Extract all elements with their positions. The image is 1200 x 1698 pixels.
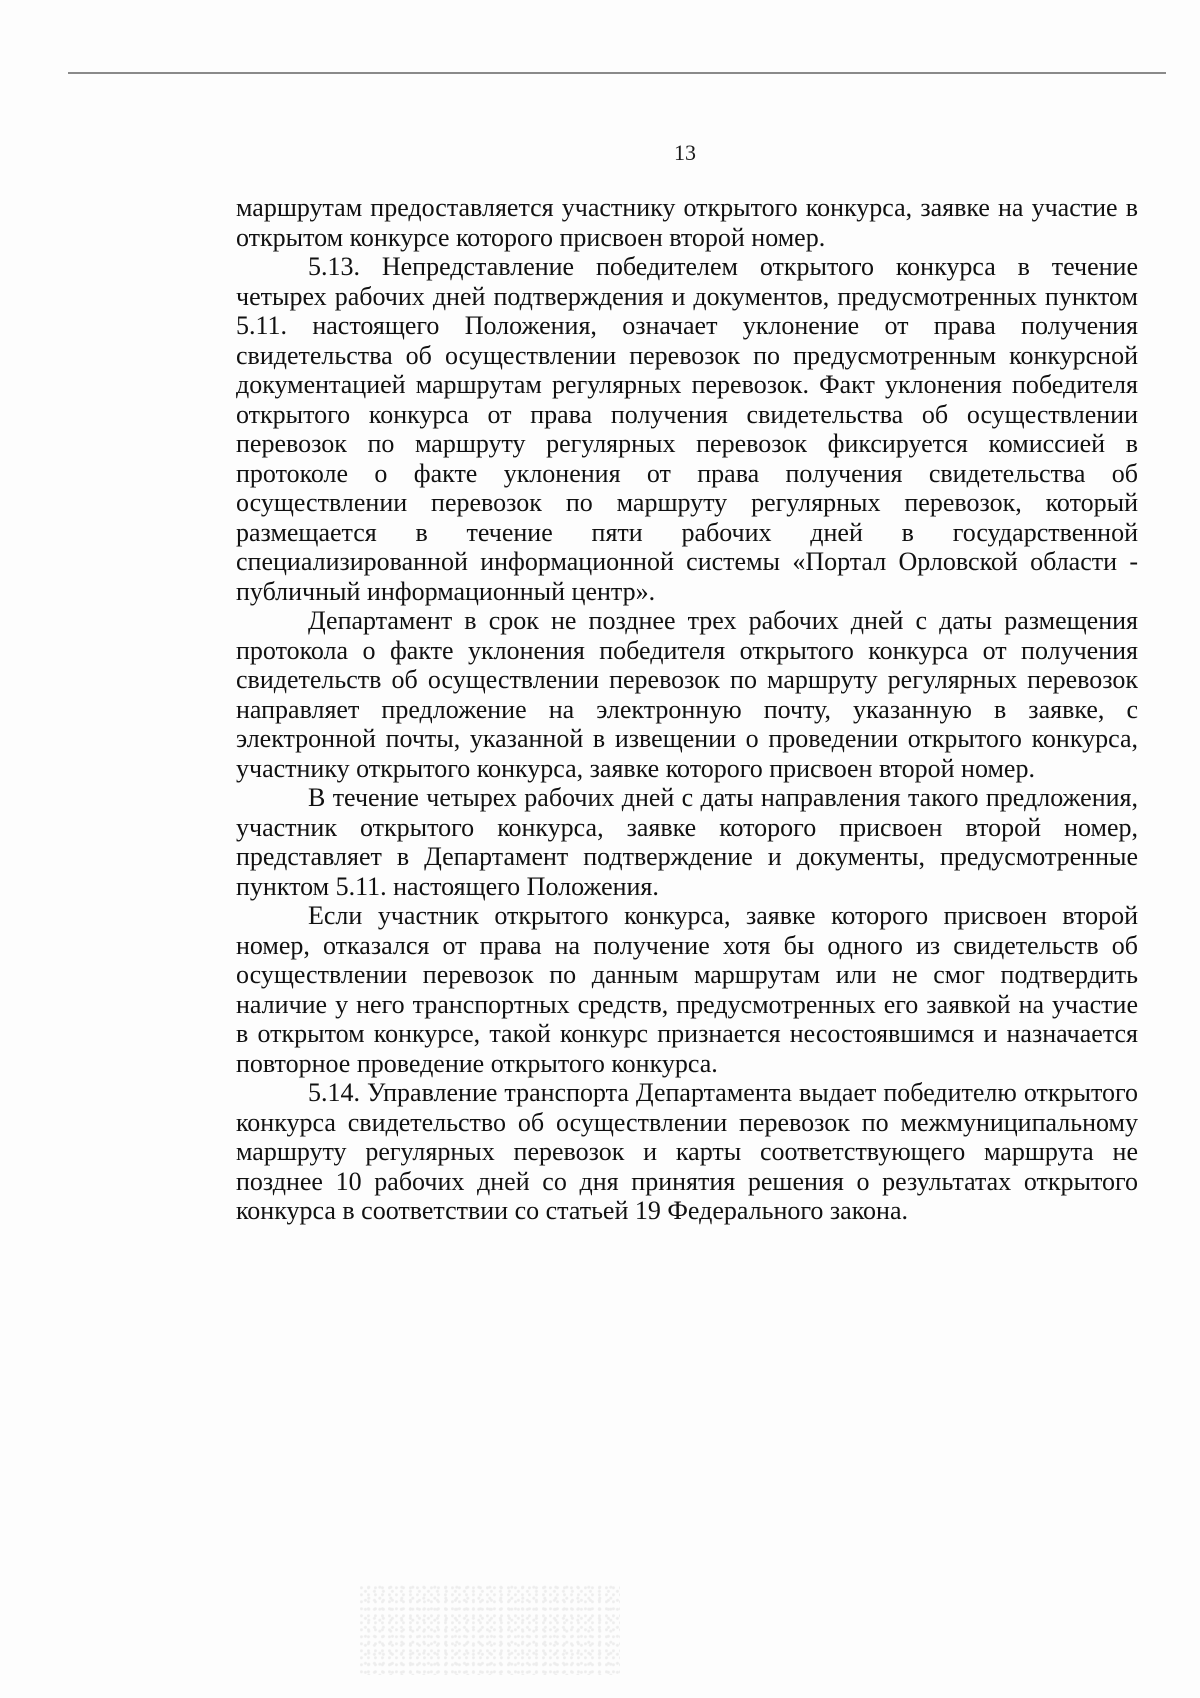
paragraph: В течение четырех рабочих дней с даты направления такого предложения, участник открытого конкурса, заявке которого присвоен второй номер, представляет в Департамент подтверждение и документы, предусмотренные пунктом 5.11. настоящего Положения. bbox=[236, 783, 1138, 901]
top-divider bbox=[68, 72, 1166, 74]
paragraph: 5.14. Управление транспорта Департамента выдает победителю открытого конкурса свидетельство об осуществлении перевозок по межмуниципальному маршруту регулярных перевозок и карты соответствующего маршрута не позднее 10 рабочих дней со дня принятия решения о результатах открытого конкурса в соответствии со статьей 19 Федерального закона. bbox=[236, 1078, 1138, 1225]
document-body bbox=[236, 193, 1138, 1226]
paragraph: Департамент в срок не позднее трех рабочих дней с даты размещения протокола о факте уклонения победителя открытого конкурса от получения свидетельств об осуществлении перевозок по маршруту регулярных перевозок направляет предложение на электронную почту, указанную в заявке, с электронной почты, указанной в извещении о проведении открытого конкурса, участнику открытого конкурса, заявке которого присвоен второй номер. bbox=[236, 606, 1138, 783]
paragraph: 5.13. Непредставление победителем открытого конкурса в течение четырех рабочих дней подтверждения и документов, предусмотренных пунктом 5.11. настоящего Положения, означает уклонение от права получения свидетельства об осуществлении перевозок по предусмотренным конкурсной документацией маршрутам регулярных перевозок. Факт уклонения победителя открытого конкурса от права получения свидетельства об осуществлении перевозок по маршруту регулярных перевозок фиксируется комиссией в протоколе о факте уклонения от права получения свидетельства об осуществлении перевозок по маршруту регулярных перевозок, который размещается в течение пяти рабочих дней в государственной специализированной информационной системы «Портал Орловской области - публичный информационный центр». bbox=[236, 252, 1138, 606]
page-number: 13 bbox=[674, 140, 696, 165]
paragraph: Если участник открытого конкурса, заявке которого присвоен второй номер, отказался от права на получение хотя бы одного из свидетельств об осуществлении перевозок по данным маршрутам или не смог подтвердить наличие у него транспортных средств, предусмотренных его заявкой на участие в открытом конкурсе, такой конкурс признается несостоявшимся и назначается повторное проведение открытого конкурса. bbox=[236, 901, 1138, 1078]
scan-noise bbox=[360, 1585, 620, 1675]
paragraph: маршрутам предоставляется участнику открытого конкурса, заявке на участие в открытом конкурсе которого присвоен второй номер. bbox=[236, 193, 1138, 252]
